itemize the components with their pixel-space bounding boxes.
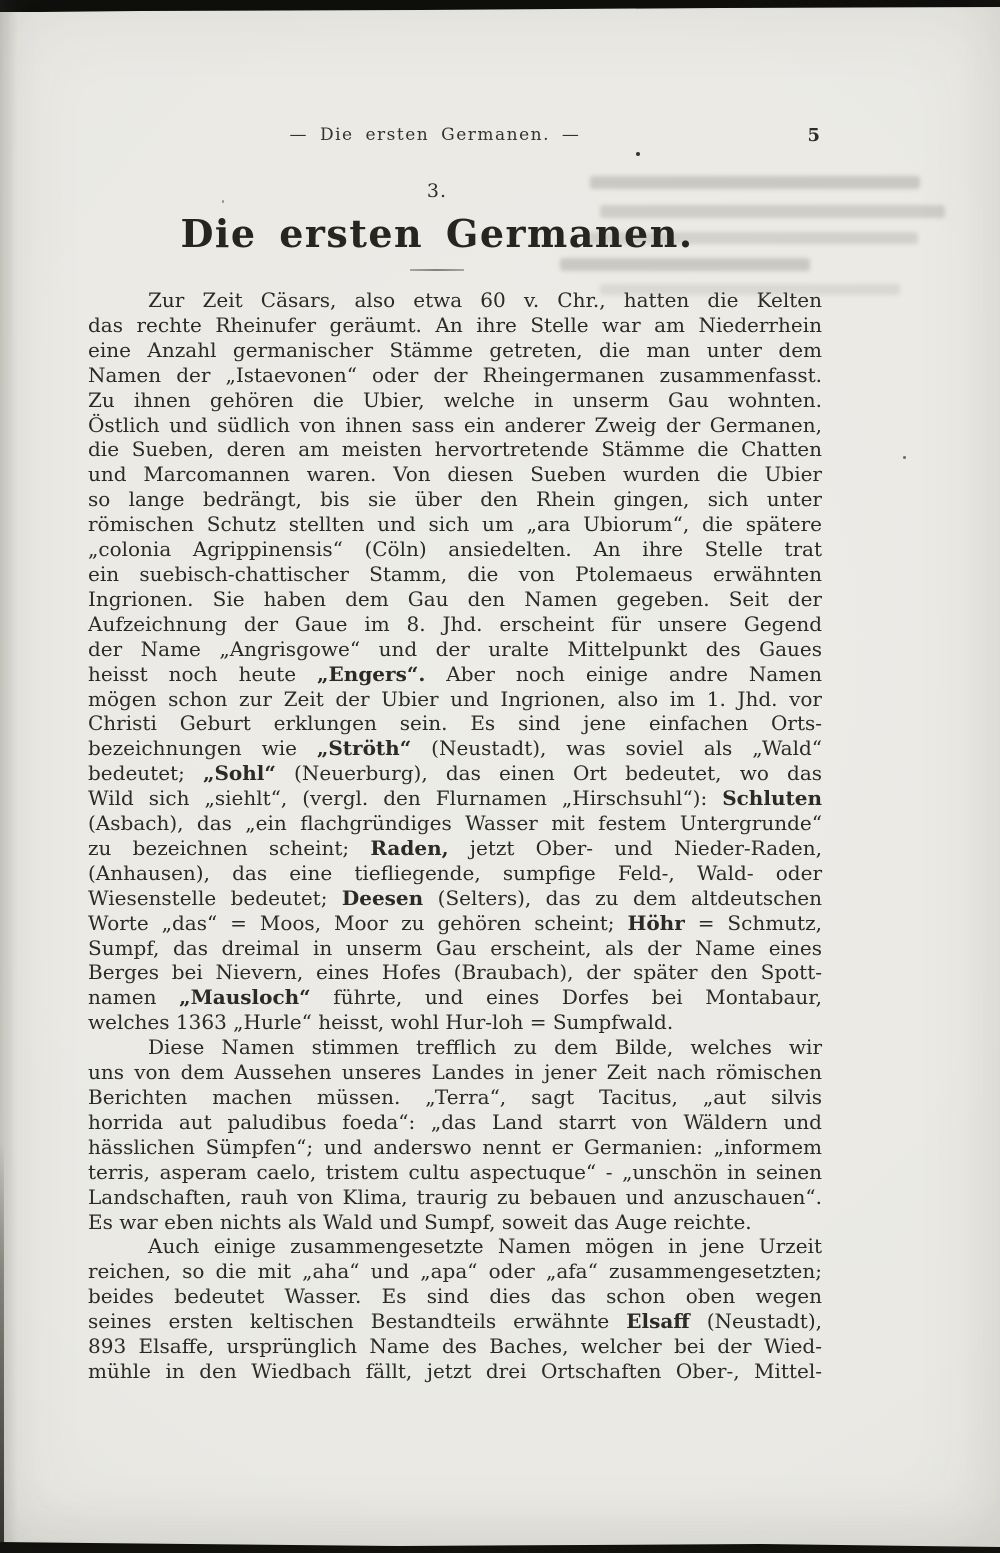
- text-line: ein suebisch-chattischer Stamm, die von Ptolemaeus erwähnten: [88, 561, 822, 586]
- text-line: so lange bedrängt, bis sie über den Rhein gingen, sich unter: [88, 487, 822, 512]
- ink-speck: [903, 456, 906, 459]
- text-line: die Sueben, deren am meisten hervortretende Stämme die Chatten: [88, 437, 822, 462]
- text-line: Wiesenstelle bedeutet; Deesen (Selters), das zu dem altdeutschen: [88, 885, 822, 910]
- text-line: Landschaften, rauh von Klima, traurig zu bebauen und anzuschauen“.: [88, 1184, 822, 1209]
- bold-term: „Engers“.: [317, 661, 426, 686]
- text-line: Östlich und südlich von ihnen sass ein anderer Zweig der Germanen,: [88, 412, 822, 437]
- text-line: das rechte Rheinufer geräumt. An ihre Stelle war am Niederrhein: [88, 312, 822, 337]
- page-body: [88, 288, 822, 1384]
- bold-term: Höhr: [627, 910, 685, 935]
- text-line: Auch einige zusammengesetzte Namen mögen in jene Urzeit: [148, 1234, 822, 1259]
- text-line: Sumpf, das dreimal in unserm Gau erscheint, als der Name eines: [88, 935, 822, 960]
- text-line: der Name „Angrisgowe“ und der uralte Mittelpunkt des Gaues: [88, 636, 822, 661]
- chapter-title: Die ersten Germanen.: [180, 211, 694, 256]
- bold-term: „Mausloch“: [179, 985, 311, 1010]
- text-line: bezeichnungen wie „Ströth“ (Neustadt), was soviel als „Wald“: [88, 736, 823, 761]
- text-line: Worte „das“ = Moos, Moor zu gehören scheint; Höhr = Schmutz,: [88, 910, 822, 935]
- scan-edge-sliver-left: [0, 1143, 4, 1553]
- text-line: Aufzeichnung der Gaue im 8. Jhd. erscheint für unsere Gegend: [88, 611, 822, 636]
- text-line: und Marcomannen waren. Von diesen Sueben wurden die Ubier: [88, 462, 822, 487]
- text-line: 893 Elsaffe, ursprünglich Name des Baches, welcher bei der Wied-: [88, 1334, 822, 1359]
- text-line: Es war eben nichts als Wald und Sumpf, soweit das Auge reichte.: [88, 1209, 752, 1234]
- text-line: römischen Schutz stellten und sich um „ara Ubiorum“, die spätere: [88, 512, 822, 537]
- text-line: eine Anzahl germanischer Stämme getreten, die man unter dem: [88, 337, 822, 362]
- paragraph: [88, 288, 822, 1035]
- text-line: beides bedeutet Wasser. Es sind dies das schon oben wegen: [88, 1284, 822, 1309]
- text-line: welches 1363 „Hurle“ heisst, wohl Hur-loh = Sumpfwald.: [88, 1010, 674, 1035]
- running-title: — Die ersten Germanen. —: [289, 125, 581, 145]
- scan-edge-bar-top: [0, 0, 1000, 12]
- text-line: mögen schon zur Zeit der Ubier und Ingrionen, also im 1. Jhd. vor: [88, 686, 822, 711]
- text-line: terris, asperam caelo, tristem cultu aspectuque“ - „unschön in seinen: [88, 1159, 822, 1184]
- ink-speck: [636, 152, 640, 156]
- text-line: bedeutet; „Sohl“ (Neuerburg), das einen Ort bedeutet, wo das: [88, 761, 822, 786]
- bold-term: „Sohl“: [202, 761, 276, 786]
- section-number: 3.: [426, 180, 448, 202]
- bold-term: Deesen: [341, 885, 424, 910]
- text-line: horrida aut paludibus foeda“: „das Land starrt von Wäldern und: [88, 1109, 822, 1134]
- text-line: hässlichen Sümpfen“; und anderswo nennt er Germanien: „informem: [88, 1134, 822, 1159]
- text-line: namen „Mausloch“ führte, und eines Dorfes bei Montabaur,: [88, 985, 822, 1010]
- bold-term: „Ströth“: [316, 736, 412, 761]
- text-line: uns von dem Aussehen unseres Landes in jener Zeit nach römischen: [88, 1060, 822, 1085]
- text-line: „colonia Agrippinensis“ (Cöln) ansiedelten. An ihre Stelle trat: [88, 537, 822, 562]
- text-line: (Asbach), das „ein flachgründiges Wasser mit festem Untergrunde“: [88, 811, 822, 836]
- text-line: (Anhausen), das eine tiefliegende, sumpfige Feld-, Wald- oder: [88, 860, 822, 885]
- text-line: Ingrionen. Sie haben dem Gau den Namen gegeben. Seit der: [88, 586, 822, 611]
- bold-term: Raden,: [370, 835, 449, 860]
- text-line: heisst noch heute „Engers“. Aber noch einige andre Namen: [88, 661, 822, 686]
- text-line: Diese Namen stimmen trefflich zu dem Bilde, welches wir: [148, 1035, 822, 1060]
- page-header: [88, 125, 822, 149]
- text-line: Zur Zeit Cäsars, also etwa 60 v. Chr., hatten die Kelten: [148, 288, 822, 312]
- text-line: seines ersten keltischen Bestandteils erwähnte Elsaff (Neustadt),: [88, 1309, 822, 1334]
- scan-edge-bar-bottom: [0, 1541, 1000, 1553]
- text-line: Namen der „Istaevonen“ oder der Rheingermanen zusammenfasst.: [88, 362, 822, 387]
- text-line: Zu ihnen gehören die Ubier, welche in unserm Gau wohnten.: [88, 387, 822, 412]
- text-line: Wild sich „siehlt“, (vergl. den Flurnamen „Hirschsuhl“): Schluten: [88, 786, 822, 811]
- bold-term: Schluten: [722, 786, 822, 811]
- bold-term: Elsaff: [626, 1309, 690, 1334]
- text-line: mühle in den Wiedbach fällt, jetzt drei Ortschaften Ober-, Mittel-: [88, 1358, 822, 1383]
- text-line: Berichten machen müssen. „Terra“, sagt Tacitus, „aut silvis: [88, 1085, 822, 1109]
- paragraph: [88, 1234, 822, 1383]
- chapter-heading: [70, 180, 804, 271]
- page-number: 5: [807, 125, 820, 146]
- title-divider-rule: [410, 269, 464, 271]
- text-line: Berges bei Nievern, eines Hofes (Braubach), der später den Spott-: [88, 960, 822, 985]
- text-line: zu bezeichnen scheint; Raden, jetzt Ober- und Nieder-Raden,: [88, 835, 822, 860]
- text-line: Christi Geburt erklungen sein. Es sind jene einfachen Orts-: [88, 711, 822, 736]
- text-line: reichen, so die mit „aha“ und „apa“ oder „afa“ zusammengesetzten;: [88, 1259, 822, 1284]
- paragraph: [88, 1035, 822, 1234]
